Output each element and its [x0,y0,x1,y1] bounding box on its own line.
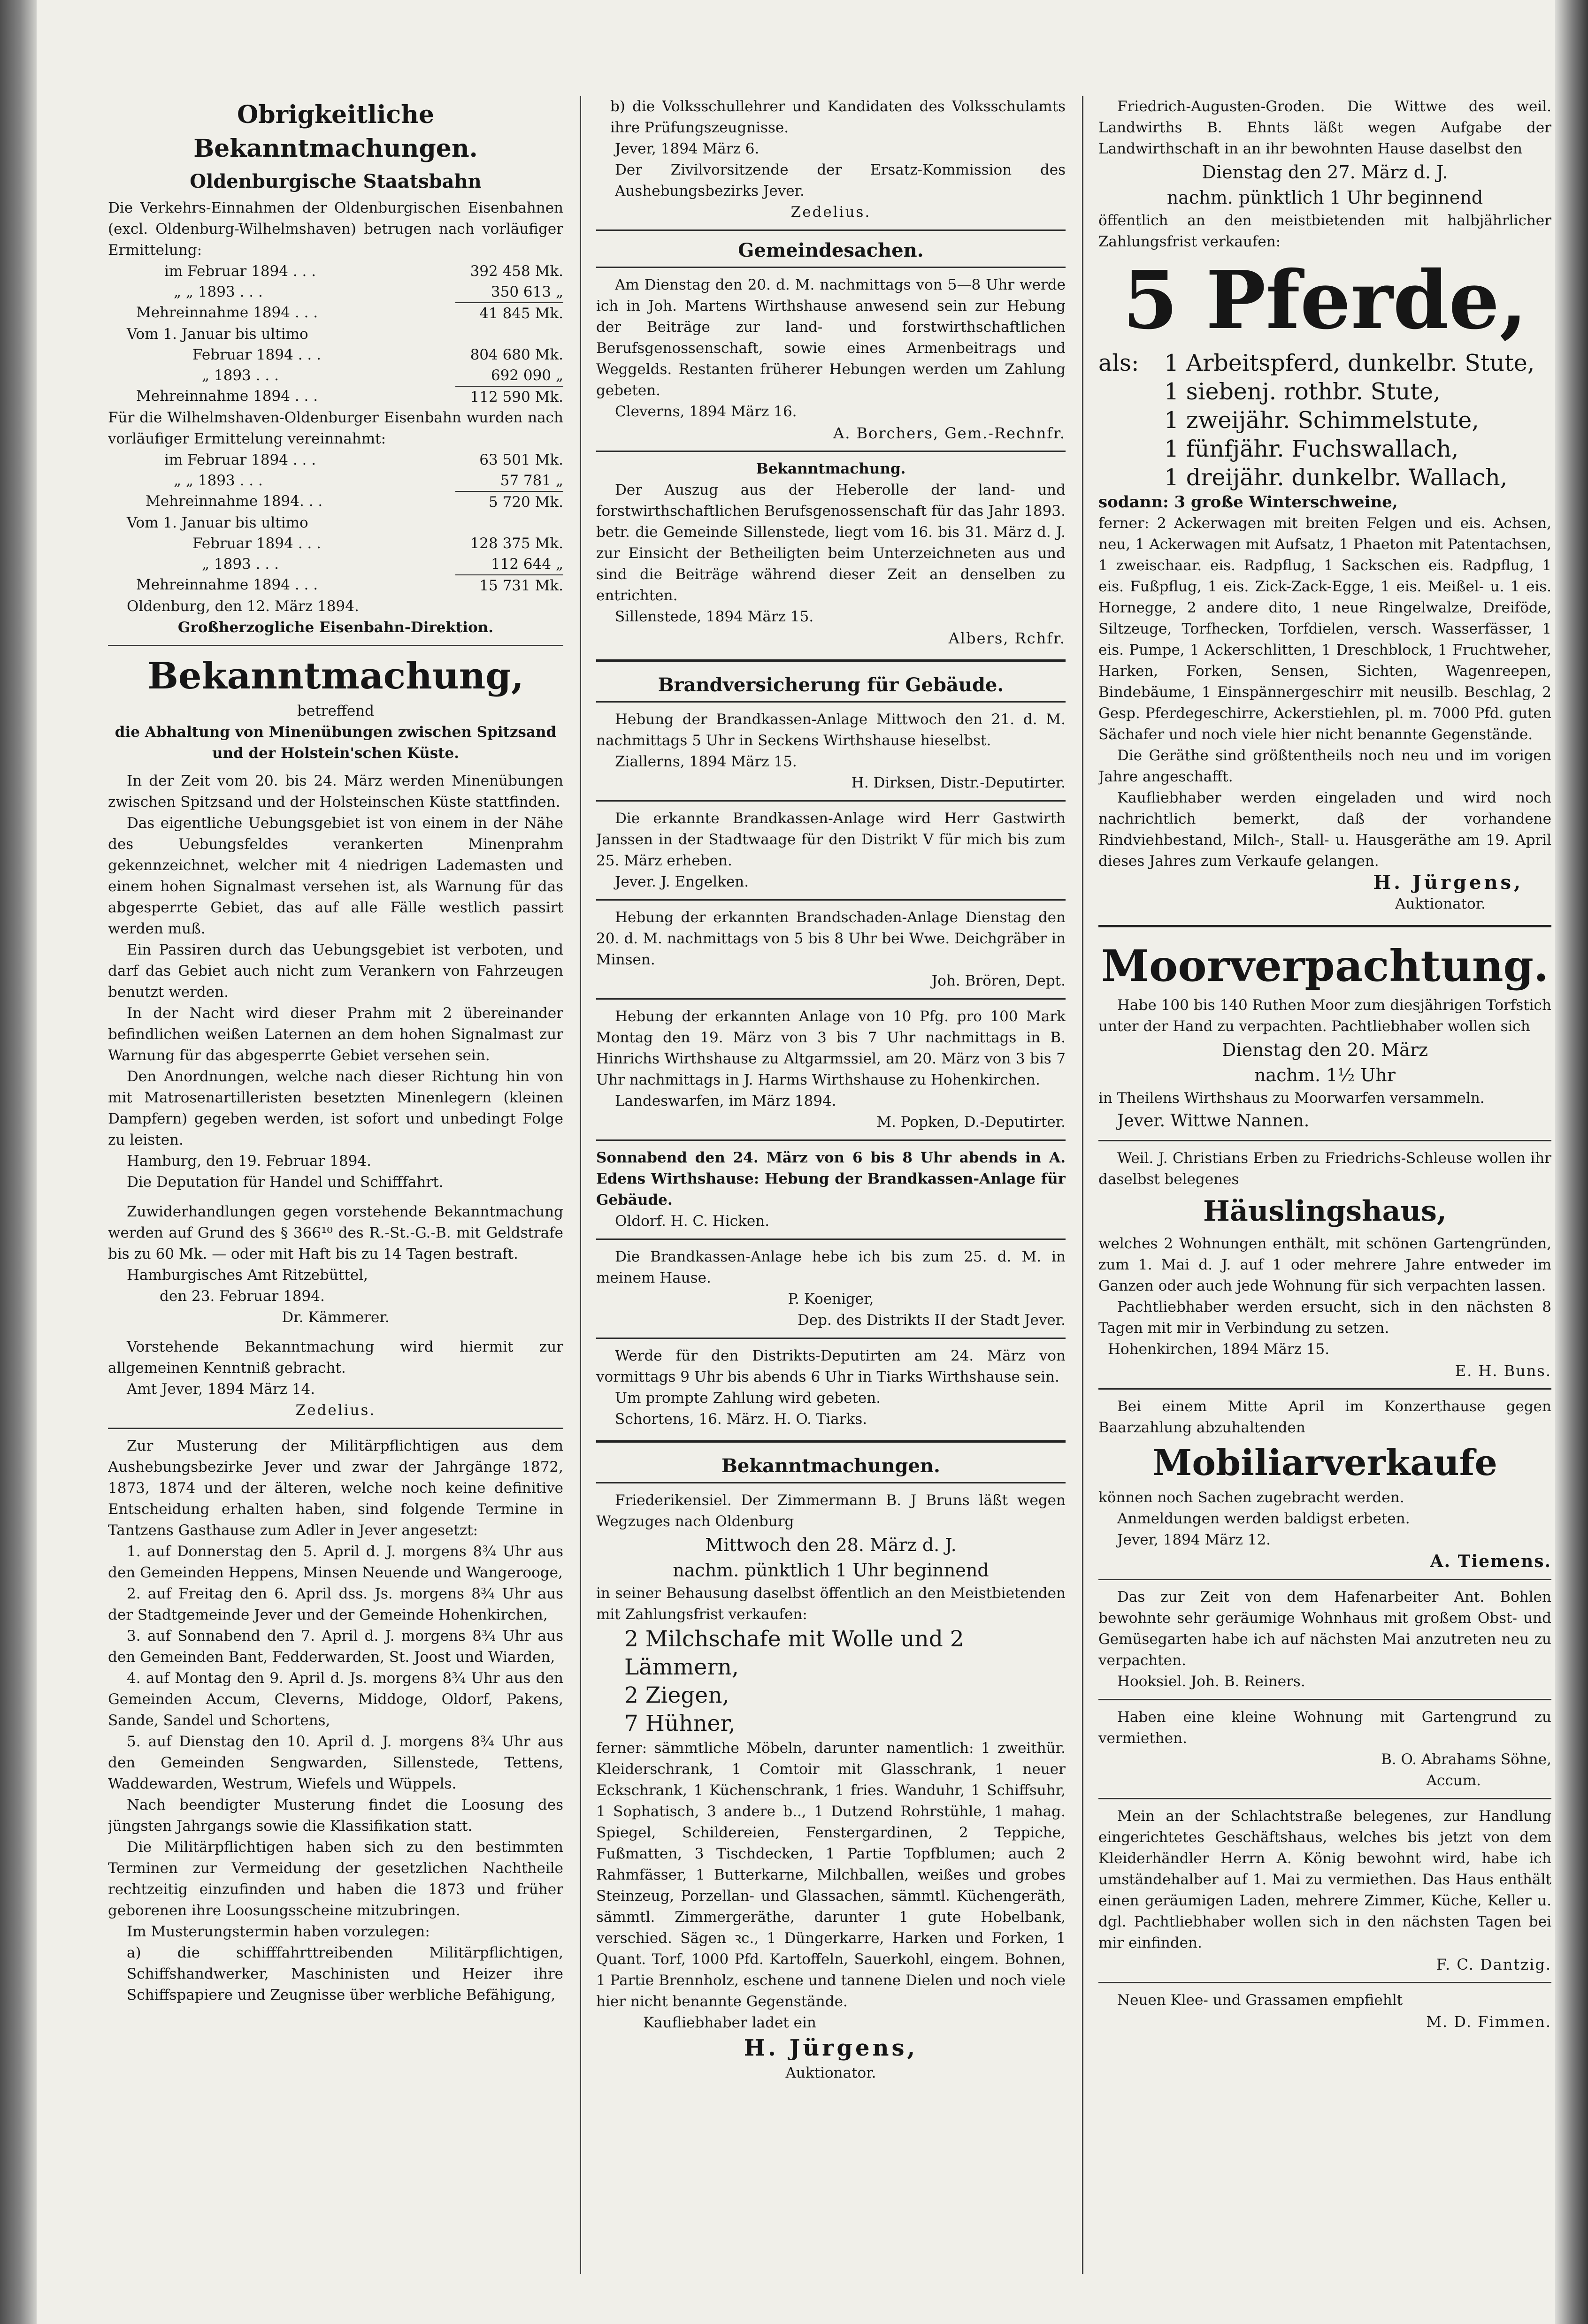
heading-bekanntmachung-2: Bekanntmachung. [756,460,906,477]
signature-albers: Albers, Rchfr. [948,629,1066,647]
text-wilhelmshaven: Für die Wilhelmshaven-Oldenburger Eisenbahn wurden nach vorläufiger Ermittelung vereinnahmt: [108,409,563,447]
text-klee-grassamen: Neuen Klee- und Grassamen empfiehlt [1117,1992,1403,2009]
text-theilens: in Theilens Wirthshaus zu Moorwarfen versammeln. [1098,1090,1485,1107]
pferde-list [1098,349,1551,492]
text-deputation: Die Deputation für Handel und Schifffahrt. [127,1174,444,1191]
signature-reiners: Hooksiel. Joh. B. Reiners. [1117,1673,1305,1690]
text-wohnhaus: Das zur Zeit von dem Hafenarbeiter Ant. Bohlen bewohnte sehr geräumige Wohnhaus mit großem Obst- und Gemüsegarten habe ich auf nächsten Mai anzutreten neu zu verpachten. [1098,1589,1551,1669]
text-mine-5: Den Anordnungen, welche nach dieser Richtung hin von mit Matrosenartilleristen besetzten Minenlegern (kleinen Dampfern) gegeben werden, ist sofort und unbedingt Folge zu leisten. [108,1068,563,1148]
text-winterschweine: sodann: 3 große Winterschweine, [1098,493,1398,512]
text-geraethe-neu: Die Geräthe sind größtentheils noch neu und im vorigen Jahre angeschafft. [1098,747,1551,785]
text-hohenkirchen-date: Hohenkirchen, 1894 März 15. [1108,1341,1330,1358]
text-minenuebungen-title: die Abhaltung von Minenübungen zwischen Spitzsand und der Holstein'schen Küste. [115,724,557,762]
text-musterung-3: 2. auf Freitag den 6. April dss. Js. morgens 8¾ Uhr aus der Stadtgemeinde Jever und der Gemeinde Hohenkirchen, [108,1585,563,1623]
text-musterung-9: Im Musterungstermin haben vorzulegen: [127,1923,430,1940]
divider [596,451,1066,452]
signature-engelken: Jever. J. Engelken. [615,873,749,890]
text-staatsbahn-intro: Die Verkehrs-Einnahmen der Oldenburgischen Eisenbahnen (excl. Oldenburg-Wilhelmshaven) betrugen nach vorläufiger Ermittelung: [108,199,563,259]
column-1 [108,96,563,2274]
divider [596,701,1066,703]
list-item: als: 1 Arbeitspferd, dunkelbr. Stute, [1098,350,1535,376]
divider [596,899,1066,901]
revenue-row-sum: Mehreinnahme 1894 . . . 112 590 Mk. [108,386,563,407]
scan-edge-right [1555,0,1588,2324]
divider [596,659,1066,662]
text-volksschullehrer: b) die Volksschullehrer und Kandidaten des Volksschulamts ihre Prüfungszeugnisse. [610,98,1066,136]
text-musterung-6: 5. auf Dienstag den 10. April d. J. morgens 8¾ Uhr aus den Gemeinden Sengwarden, Sillenstede, Tettens, Waddewarden, Westrum, Wiefels und Wüppels. [108,1733,563,1792]
text-brand-4: Hebung der erkannten Anlage von 10 Pfg. pro 100 Mark Montag den 19. März von 3 bis 7 Uhr nachmittags in B. Hinrichs Wirthshause zu Altgarmssiel, am 20. März von 3 bis 7 Uhr nachmittags in J. Harms Wirthshause zu Hohenkirchen. [596,1008,1066,1088]
text-betreffend: betreffend [297,703,374,719]
divider [596,267,1066,268]
heading-mobiliarverkaufe: Mobiliarverkaufe [1152,1442,1497,1483]
text-moor-1: Habe 100 bis 140 Ruthen Moor zum diesjährigen Torfstich unter der Hand zu verpachten. Pachtliebhaber wollen sich [1098,997,1551,1035]
newspaper-page [108,96,1551,2274]
revenue-row: „ 1893 . . . 692 090 „ [202,367,563,384]
divider [108,645,563,646]
divider [1098,1140,1551,1141]
text-geraete-list: ferner: 2 Ackerwagen mit breiten Felgen und eis. Achsen, neu, 1 Ackerwagen mit Aufsatz, 1 Phaeton mit Patentachsen, 1 zweischaar. eis. Radpflug, 1 Sackschen eis. Radpflug, 1 eis. Fußpflug, 1 eis. Zick-Zack-Egge, 1 eis. Meißel- u. 1 eis. Hornegge, 2 andere dito, 1 neue Ringelwalze, Dreiföde, Siltzeuge, Torfhecken, Torfdielen, versch. Wasserfässer, 1 eis. Pumpe, 1 Ackerschlitten, 1 Dreschblock, 1 Fruchtweher, Harken, Forken, Sensen, Sichten, Wagenreepen, Bindebäume, 1 Einspännergeschirr mit neusilb. Beschlag, 2 Gesp. Pferdegeschirre, Ackerstiehlen, pl. m. 7000 Pfd. guten Sächafer und noch viele hier nicht benannte Gegenstände. [1098,515,1551,743]
text-moebeln-list: ferner: sämmtliche Möbeln, darunter namentlich: 1 zweithür. Kleiderschrank, 1 Comtoir mit Glasschrank, 1 neuer Eckschrank, 1 Küchenschrank, 1 fries. Wanduhr, 1 Schiffsuhr, 1 Sophatisch, 3 andere b.., 1 Dutzend Rohrstühle, 1 mahag. Spiegel, Schildereien, Fenstergardinen, 2 Teppiche, Fußmatten, 3 Tischdecken, 1 Partie Topfblumen; auch 2 Rahmfässer, 1 Butterkarne, Milchballen, weißes und grobes Steinzeug, Porzellan- und Glassachen, sämmtl. Küchengeräth, sämmtl. Zimmergeräthe, darunter 1 gute Hobelbank, verschied. Sägen ꝛc., 1 Düngerkarre, Harken und Forken, 1 Quant. Torf, 1000 Pfd. Kartoffeln, Sauerkohl, eingem. Bohnen, 1 Partie Brennholz, eschene und tannene Dielen und noch viele hier nicht benannte Gegenstände. [596,1740,1066,2010]
text-anmeldungen: Anmeldungen werden baldigst erbeten. [1117,1510,1410,1527]
revenue-row: Februar 1894 . . . 128 375 Mk. [192,535,563,552]
signature-tiemens: A. Tiemens. [1430,1552,1551,1571]
revenue-row-sum: Mehreinnahme 1894 . . . 15 731 Mk. [108,574,563,596]
divider [596,1338,1066,1339]
revenue-table-1 [108,261,563,407]
divider [1098,1388,1551,1390]
heading-brandversicherung: Brandversicherung für Gebäude. [658,674,1004,696]
heading-moorverpachtung: Moorverpachtung. [1101,940,1549,991]
revenue-row: im Februar 1894 . . . 392 458 Mk. [164,263,563,280]
column-rule [1082,96,1083,2274]
divider [1098,925,1551,927]
text-landeswarfen-date: Landeswarfen, im März 1894. [615,1093,836,1109]
signature-juergens-1: H. Jürgens, [744,2035,918,2061]
divider [596,1238,1066,1240]
text-brand-5: Sonnabend den 24. März von 6 bis 8 Uhr abends in A. Edens Wirthshause: Hebung der Brandkassen-Anlage für Gebäude. [596,1149,1066,1208]
text-musterung-8: Die Militärpflichtigen haben sich zu den bestimmten Terminen zur Vermeidung der gesetzlichen Nachtheile rechtzeitig einzufinden und haben die 1873 und früher geborenen ihre Loosungsscheine mitzubringen. [108,1839,563,1919]
text-jever-date-2: Jever, 1894 März 12. [1117,1531,1271,1548]
revenue-row: „ 1893 . . . 112 644 „ [202,556,563,573]
signature-abrahams: B. O. Abrahams Söhne, [1381,1751,1551,1768]
text-haus-desc: welches 2 Wohnungen enthält, mit schönen Gartengründen, zum 1. Mai d. J. auf 1 oder mehrere Jahre entweder im Ganzen oder auch jede Wohnung für sich verpachten lassen. [1098,1235,1551,1294]
text-ritzebuettel-date: den 23. Februar 1894. [160,1288,325,1305]
signature-borchers: A. Borchers, Gem.-Rechnfr. [833,424,1066,442]
text-pachtliebhaber: Pachtliebhaber werden ersucht, sich in den nächsten 8 Tagen mit mir in Verbindung zu setzen. [1098,1299,1551,1337]
text-mine-4: In der Nacht wird dieser Prahm mit 2 übereinander befindlichen weißen Laternen an dem hohen Signalmast zur Warnung für das abgesperrte Gebiet versehen sein. [108,1005,563,1064]
text-mine-2: Das eigentliche Uebungsgebiet ist von einem in der Nähe des Uebungsfeldes verankerten Minenprahm gekennzeichnet, welcher mit 4 niedrigen Lademasten und einem hohen Signalmast versehen ist, als Warnung für das abgesperrte Gebiet, das auf alle Fälle westlich passirt werden muß. [108,815,563,937]
text-ziallerns-date: Ziallerns, 1894 März 15. [615,753,797,770]
signature-nannen: Jever. Wittwe Nannen. [1117,1111,1310,1131]
text-musterung-10: a) die schifffahrttreibenden Militärpflichtigen, Schiffshandwerker, Maschinisten und Heizer ihre Schiffspapiere und Zeugnisse über werbliche Befähigung, [127,1944,563,2003]
signature-dantzig: F. C. Dantzig. [1436,1956,1551,1973]
list-item: 1 siebenj. rothbr. Stute, [1164,378,1441,405]
text-amt-ritzebuettel: Hamburgisches Amt Ritzebüttel, [127,1267,368,1284]
text-zuwiderhandlungen: Zuwiderhandlungen gegen vorstehende Bekanntmachung werden auf Grund des § 366¹⁰ des R.-St.-G.-B. mit Geldstrafe bis zu 60 Mk. — oder mit Haft bis zu 14 Tagen bestraft. [108,1203,563,1262]
text-kaufliebhaber: Kaufliebhaber ladet ein [643,2014,816,2031]
text-brand-6: Die Brandkassen-Anlage hebe ich bis zum 25. d. M. in meinem Hause. [596,1248,1066,1286]
heading-haeuslingshaus: Häuslingshaus, [1203,1195,1447,1228]
text-brand-3: Hebung der erkannten Brandschaden-Anlage Dienstag den 20. d. M. nachmittags von 5 bis 8 Uhr bei Wwe. Deichgräber in Minsen. [596,909,1066,968]
text-distrikt-ii: Dep. des Distrikts II der Stadt Jever. [797,1312,1066,1329]
text-moor-termin: Dienstag den 20. März nachm. 1½ Uhr [1221,1040,1428,1086]
text-brand-7: Werde für den Distrikts-Deputirten am 24. März von vormittags 9 Uhr bis abends 6 Uhr in Tiarks Wirthshause sein. [596,1347,1066,1385]
signature-juergens-2: H. Jürgens, [1373,872,1523,894]
text-milchschafe: 2 Milchschafe mit Wolle und 2 Lämmern, 2 Ziegen, 7 Hühner, [624,1626,964,1736]
heading-bekanntmachungen: Bekanntmachungen. [721,1455,940,1477]
text-konzerthause: Bei einem Mitte April im Konzerthause gegen Baarzahlung abzuhaltenden [1098,1398,1551,1436]
text-auktionator-2: Auktionator. [1395,895,1486,912]
text-heberolle: Der Auszug aus der Heberolle der land- und forstwirthschaftlichen Berufsgenossenschaft für das Jahr 1893. betr. die Gemeinde Sillenstede, liegt vom 16. bis 31. März d. J. zur Einsicht der Betheiligten beim Unterzeichneten aus und sind die Beiträge während dieser Zeit an denselben zu entrichten. [596,482,1066,604]
text-musterung-2: 1. auf Donnerstag den 5. April d. J. morgens 8¾ Uhr aus den Gemeinden Heppens, Minsen Neuende und Wangerooge, [108,1543,563,1581]
heading-staatsbahn: Oldenburgische Staatsbahn [190,170,482,192]
list-item: 1 fünfjähr. Fuchswallach, [1164,436,1459,462]
divider [1098,1982,1551,1983]
text-musterung-5: 4. auf Montag den 9. April d. Js. morgens 8¾ Uhr aus den Gemeinden Accum, Cleverns, Middoge, Oldorf, Pakens, Sande, Sandel und Schortens, [108,1670,563,1729]
text-amt-jever-date: Amt Jever, 1894 März 14. [127,1381,315,1398]
text-brand-1: Hebung der Brandkassen-Anlage Mittwoch den 21. d. M. nachmittags 5 Uhr in Seckens Wirthshause hieselbst. [596,711,1066,749]
divider [1098,1579,1551,1580]
text-accum: Accum. [1426,1772,1481,1789]
text-musterung-7: Nach beendigter Musterung findet die Loosung des jüngsten Jahrgangs sowie die Klassifikation statt. [108,1797,563,1835]
text-kaemmerer: Dr. Kämmerer. [282,1309,390,1326]
text-vorstehende: Vorstehende Bekanntmachung wird hiermit zur allgemeinen Kenntniß gebracht. [108,1338,563,1376]
divider [1098,1699,1551,1700]
revenue-row: „ „ 1893 . . . 350 613 „ [174,283,563,300]
text-mittwoch-termin: Mittwoch den 28. März d. J. nachm. pünktlich 1 Uhr beginnend [673,1535,989,1581]
divider [596,229,1066,231]
text-auktionator-1: Auktionator. [785,2064,876,2081]
signature-hicken: Oldorf. H. C. Hicken. [615,1213,770,1230]
heading-bekanntmachung: Bekanntmachung, [147,655,524,697]
divider [596,1482,1066,1483]
text-date-oldenburg: Oldenburg, den 12. März 1894. [127,598,359,615]
text-eisenbahn-direktion: Großherzogliche Eisenbahn-Direktion. [177,619,494,636]
text-sachen-zugebracht: können noch Sachen zugebracht werden. [1098,1489,1404,1506]
text-behausung: in seiner Behausung daselbst öffentlich an den Meistbietenden mit Zahlungsfrist verkaufen: [596,1585,1066,1623]
text-friedrich-augusten: Friedrich-Augusten-Groden. Die Wittwe des weil. Landwirths B. Ehnts läßt wegen Aufgabe der Landwirthschaft in an ihr bewohnten Hause daselbst den [1098,98,1551,157]
heading-obrigkeitliche: Obrigkeitliche Bekanntmachungen. [193,100,478,163]
revenue-row: Februar 1894 . . . 804 680 Mk. [192,346,563,363]
list-item: 1 zweijähr. Schimmelstute, [1164,407,1479,434]
text-musterung-1: Zur Musterung der Militärpflichtigen aus dem Aushebungsbezirke Jever und zwar der Jahrgänge 1872, 1873, 1874 und der älteren, welche noch keine definitive Entscheidung erhalten haben, sind folgende Termine in Tantzens Gasthause zum Adler in Jever angesetzt: [108,1437,563,1539]
revenue-row-sum: Mehreinnahme 1894 . . . 41 845 Mk. [108,302,563,324]
text-geschaeftshaus: Mein an der Schlachtstraße belegenes, zur Handlung eingerichtetes Geschäftshaus, welches bis jetzt von dem Kleiderhändler Herrn A. König bewohnt wird, habe ich umständehalber auf 1. Mai zu vermiethen. Das Haus enthält einen geräumigen Laden, mehrere Zimmer, Küche, Keller u. dgl. Pachtliebhaber wollen sich in den nächsten Tagen bei mir einfinden. [1098,1808,1551,1951]
scan-edge-left [0,0,37,2324]
divider [108,1428,563,1429]
text-zahlungsfrist: öffentlich an den meistbietenden mit halbjährlicher Zahlungsfrist verkaufen: [1098,212,1551,250]
list-item: 1 dreijähr. dunkelbr. Wallach, [1164,464,1508,491]
revenue-row: „ „ 1893 . . . 57 781 „ [174,472,563,489]
revenue-row: Vom 1. Januar bis ultimo [127,326,308,343]
signature-popken: M. Popken, D.-Deputirter. [876,1114,1066,1131]
divider [596,800,1066,802]
text-musterung-4: 3. auf Sonnabend den 7. April d. J. morgens 8¾ Uhr aus den Gemeinden Bant, Fedderwarden, St. Joost und Wiarden, [108,1628,563,1666]
revenue-row-sum: Mehreinnahme 1894. . . 5 720 Mk. [108,491,563,512]
signature-dirksen: H. Dirksen, Distr.-Deputirter. [851,774,1066,791]
signature-koeniger: P. Koeniger, [788,1291,874,1307]
divider [596,1440,1066,1443]
text-gemeinde-hebung: Am Dienstag den 20. d. M. nachmittags von 5—8 Uhr werde ich in Joh. Martens Wirthshause anwesend sein zur Hebung der Beiträge zur land- und forstwirthschaftlichen Berufsgenossenschaft, sowie eines Armenbeitrags und Weggelds. Restanten früherer Hebungen werden um Zahlung gebeten. [596,276,1066,399]
text-christians-erben: Weil. J. Christians Erben zu Friedrichs-Schleuse wollen ihr daselbst belegenes [1098,1150,1551,1188]
text-kleine-wohnung: Haben eine kleine Wohnung mit Gartengrund zu vermiethen. [1098,1709,1551,1747]
text-prompte-zahlung: Um prompte Zahlung wird gebeten. [615,1390,881,1407]
text-zedelius-2: Zedelius. [790,204,871,221]
text-mine-3: Ein Passiren durch das Uebungsgebiet ist verboten, und darf das Gebiet auch nicht zum Verankern von Fahrzeugen benutzt werden. [108,941,563,1001]
signature-broeren: Joh. Brören, Dept. [931,972,1066,989]
revenue-row: im Februar 1894 . . . 63 501 Mk. [164,451,563,468]
text-dienstag-termin: Dienstag den 27. März d. J. nachm. pünktlich 1 Uhr beginnend [1166,162,1483,208]
text-zivilvorsitzende: Der Zivilvorsitzende der Ersatz-Kommission des Aushebungsbezirks Jever. [615,161,1066,199]
text-sillenstede-date: Sillenstede, 1894 März 15. [615,608,814,625]
revenue-table-2 [108,450,563,596]
heading-gemeindesachen: Gemeindesachen. [738,239,924,261]
revenue-row: Vom 1. Januar bis ultimo [127,514,308,531]
text-jever-date-1: Jever, 1894 März 6. [615,140,759,157]
text-mine-1: In der Zeit vom 20. bis 24. März werden Minenübungen zwischen Spitzsand und der Holsteinschen Küste stattfinden. [108,772,563,810]
signature-fimmen: M. D. Fimmen. [1426,2013,1551,2031]
signature-tiarks: Schortens, 16. März. H. O. Tiarks. [615,1411,867,1428]
text-cleverns-date: Cleverns, 1894 März 16. [615,403,797,420]
text-brand-2: Die erkannte Brandkassen-Anlage wird Herr Gastwirth Janssen in der Stadtwaage für den Distrikt V für mich bis zum 25. März erheben. [596,810,1066,869]
text-kaufliebhaber-2: Kaufliebhaber werden eingeladen und wird noch nachrichtlich bemerkt, daß der vorhandene Rindviehbestand, Milch-, Stall- u. Hausgeräthe am 19. April dieses Jahres zum Verkaufe gelangen. [1098,789,1551,870]
divider [596,1139,1066,1141]
column-2 [596,96,1066,2274]
column-3 [1098,96,1551,2274]
heading-5-pferde: 5 Pferde, [1122,253,1527,347]
signature-buns: E. H. Buns. [1455,1362,1551,1380]
column-rule [580,96,581,2274]
text-friederikensiel: Friederikensiel. Der Zimmermann B. J Bruns läßt wegen Wegzuges nach Oldenburg [596,1492,1066,1530]
text-zedelius-1: Zedelius. [295,1402,376,1419]
divider [596,998,1066,1000]
divider [1098,1798,1551,1799]
text-hamburg-date: Hamburg, den 19. Februar 1894. [127,1153,371,1170]
